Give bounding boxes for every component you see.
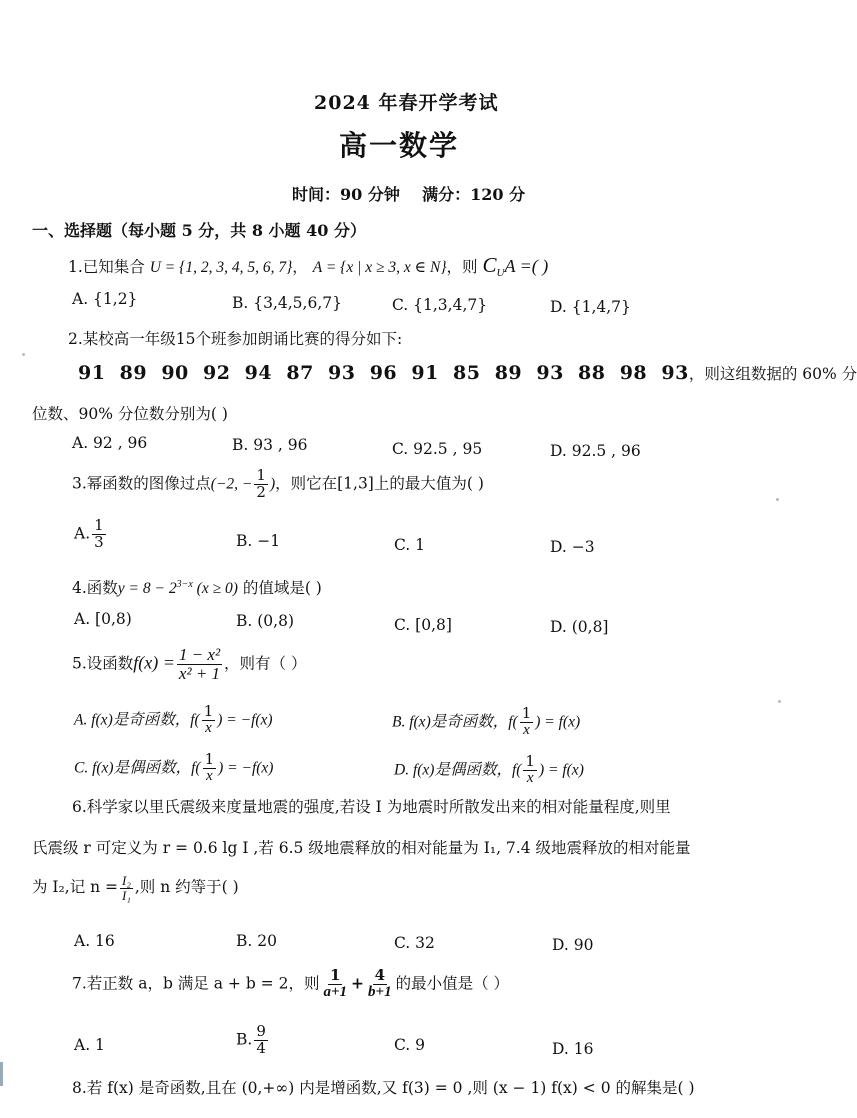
q1-option-b: B. {3,4,5,6,7} [232,294,342,312]
q3-optA-label: A. [74,524,91,543]
q7-text-b: 的最小值是（ ） [395,974,510,993]
q3-option-b: B. −1 [236,532,281,550]
q5-option-c [74,752,273,785]
question-3-stem [72,468,484,501]
q5-optB-num: 1 [521,704,532,722]
q5-optD-den: x [526,769,534,786]
q3-point-right: ) [269,475,276,493]
q5-optB-fraction [520,706,534,739]
question-6-line3 [32,874,239,902]
q1-sep: ， [292,258,308,276]
question-7-stem [72,968,509,1001]
exam-meta: 时间：90 分钟 满分：120 分 [292,185,526,204]
q6-num: I₂ [122,873,131,888]
q1-sub: U [496,267,505,280]
q6-fraction [120,874,133,902]
q1-option-a: A. {1,2} [72,290,138,308]
q5-fx: f(x) = [133,652,175,673]
scan-dot [22,353,25,356]
q1-option-d: D. {1,4,7} [550,298,631,316]
q1-set-u: U = {1, 2, 3, 4, 5, 6, 7} [149,259,293,276]
q1-tail: ，则 [446,258,478,276]
q5-optC-fraction [203,752,217,785]
q2-option-a: A. 92 , 96 [72,434,148,452]
q7-fraction-1 [321,968,349,1001]
q2-option-d: D. 92.5 , 96 [550,442,641,460]
q1-set-a: A = {x | x ≥ 3, x ∈ N} [312,259,447,276]
q5-optC-a: C. f(x)是偶函数，f( [74,759,201,777]
q5-optD-b: ) = f(x) [538,761,584,779]
q4-option-d: D. (0,8] [550,618,609,636]
q7-fraction-2 [366,968,394,1001]
q6-option-a: A. 16 [74,932,115,950]
q3-text-b: ，则它在[1,3]上的最大值为( ) [275,474,484,493]
q2-scores-line [78,362,857,384]
q3-point-left: (−2, − [210,475,253,493]
q3-optA-fraction [92,518,106,551]
q7-text-a: 7.若正数 a，b 满足 a + b = 2，则 [72,974,320,993]
q5-optD-fraction [523,754,537,787]
q2-option-b: B. 93 , 96 [232,436,308,454]
q7-f1-num: 1 [330,966,341,984]
q7-optB-num: 9 [256,1022,266,1040]
q6-option-c: C. 32 [394,934,435,952]
q3-option-d: D. −3 [550,538,595,556]
q3-optA-num: 1 [94,516,104,534]
question-5-stem [72,646,306,683]
q4-option-c: C. [0,8] [394,616,452,634]
q7-optB-den: 4 [256,1038,266,1057]
q3-optA-den: 3 [94,532,104,551]
q4-exp: 3−x [176,578,193,590]
q4-func: y = 8 − 2 [117,580,177,597]
q1-option-c: C. {1,3,4,7} [392,296,488,314]
exam-title: 2024 年春开学考试 [314,92,499,114]
question-8-stem: 8.若 f(x) 是奇函数,且在 (0,+∞) 内是增函数,又 f(3) = 0 ,则 (x − 1) f(x) < 0 的解集是( ) [72,1079,695,1097]
q5-optC-b: ) = −f(x) [218,759,274,777]
q4-option-a: A. [0,8) [74,610,132,628]
q7-f1-den: a+1 [323,983,348,1000]
q6-option-d: D. 90 [552,936,594,954]
q5-option-d [394,754,584,787]
question-2-stem: 2.某校高一年级15个班参加朗诵比赛的得分如下: [68,330,403,348]
q5-den: x² + 1 [178,663,221,683]
q5-option-b [392,706,580,739]
q5-optC-num: 1 [204,750,215,768]
q5-fraction [177,646,222,683]
q1-tail2: A =( ) [504,256,549,276]
question-6-line2: 氏震级 r 可定义为 r = 0.6 lg I ,若 6.5 级地震释放的相对能量为 I₁, 7.4 级地震释放的相对能量 [32,839,691,857]
q7-option-b [236,1024,270,1057]
q7-f2-num: 4 [374,966,386,984]
scan-edge-mark [0,1062,3,1086]
q5-optA-den: x [205,719,212,736]
q5-optB-b: ) = f(x) [535,713,581,731]
q5-optA-a: A. f(x)是奇函数，f( [74,711,200,729]
q3-point-fraction [254,468,268,501]
section-heading: 一、选择题（每小题 5 分，共 8 小题 40 分） [32,221,366,240]
q4-text-a: 4.函数 [72,579,118,597]
question-4-stem [72,576,322,598]
q3-frac-den: 2 [256,482,266,501]
q3-option-a [74,518,108,551]
q5-num: 1 − x² [178,645,221,664]
q2-scores: 91 89 90 92 94 87 93 96 91 85 89 93 88 98 93 [78,362,689,384]
q7-optB-label: B. [236,1030,253,1049]
scan-dot [778,700,781,703]
scan-dot [776,498,779,501]
q7-option-c: C. 9 [394,1036,426,1054]
q7-option-a: A. 1 [74,1036,105,1054]
question-1-stem [68,253,548,279]
subject-title: 高一数学 [339,129,460,162]
q5-optB-a: B. f(x)是奇函数，f( [392,713,518,731]
q6-line3-b: ,则 n 约等于( ) [134,878,239,897]
q3-frac-num: 1 [256,466,266,484]
q5-optA-b: ) = −f(x) [217,711,273,729]
q5-text-a: 5.设函数 [72,654,134,673]
q5-text-b: ，则有（ ） [224,654,307,673]
q4-text-b: 的值域是( ) [237,579,322,597]
q5-option-a [74,704,273,737]
q5-optA-num: 1 [203,702,214,720]
q4-option-b: B. (0,8) [236,612,294,630]
q5-optA-fraction [202,704,216,737]
q1-text: 1.已知集合 [68,258,145,276]
q7-f2-den: b+1 [368,983,392,1000]
question-2-line2: 位数、90% 分位数分别为( ) [32,405,228,423]
q6-den: I₁ [122,887,131,903]
q7-plus: + [351,973,365,993]
q2-after-scores: ，则这组数据的 60% 分 [688,365,857,383]
q1-complement: C [482,253,497,277]
q5-optD-num: 1 [525,752,535,770]
q2-option-c: C. 92.5 , 95 [392,440,483,458]
q7-option-d: D. 16 [552,1040,594,1058]
q6-option-b: B. 20 [236,932,277,950]
q5-optB-den: x [523,721,530,738]
q6-line3-a: 为 I₂,记 n = [32,878,119,897]
q5-optC-den: x [206,767,213,784]
q3-text-a: 3.幂函数的图像过点 [72,474,211,493]
question-6-line1: 6.科学家以里氏震级来度量地震的强度,若设 I 为地震时所散发出来的相对能量程度,则里 [72,798,671,816]
q7-optB-fraction [254,1024,268,1057]
q4-domain: (x ≥ 0) [192,580,238,597]
q3-option-c: C. 1 [394,536,426,554]
q5-optD-a: D. f(x)是偶函数，f( [394,761,522,779]
